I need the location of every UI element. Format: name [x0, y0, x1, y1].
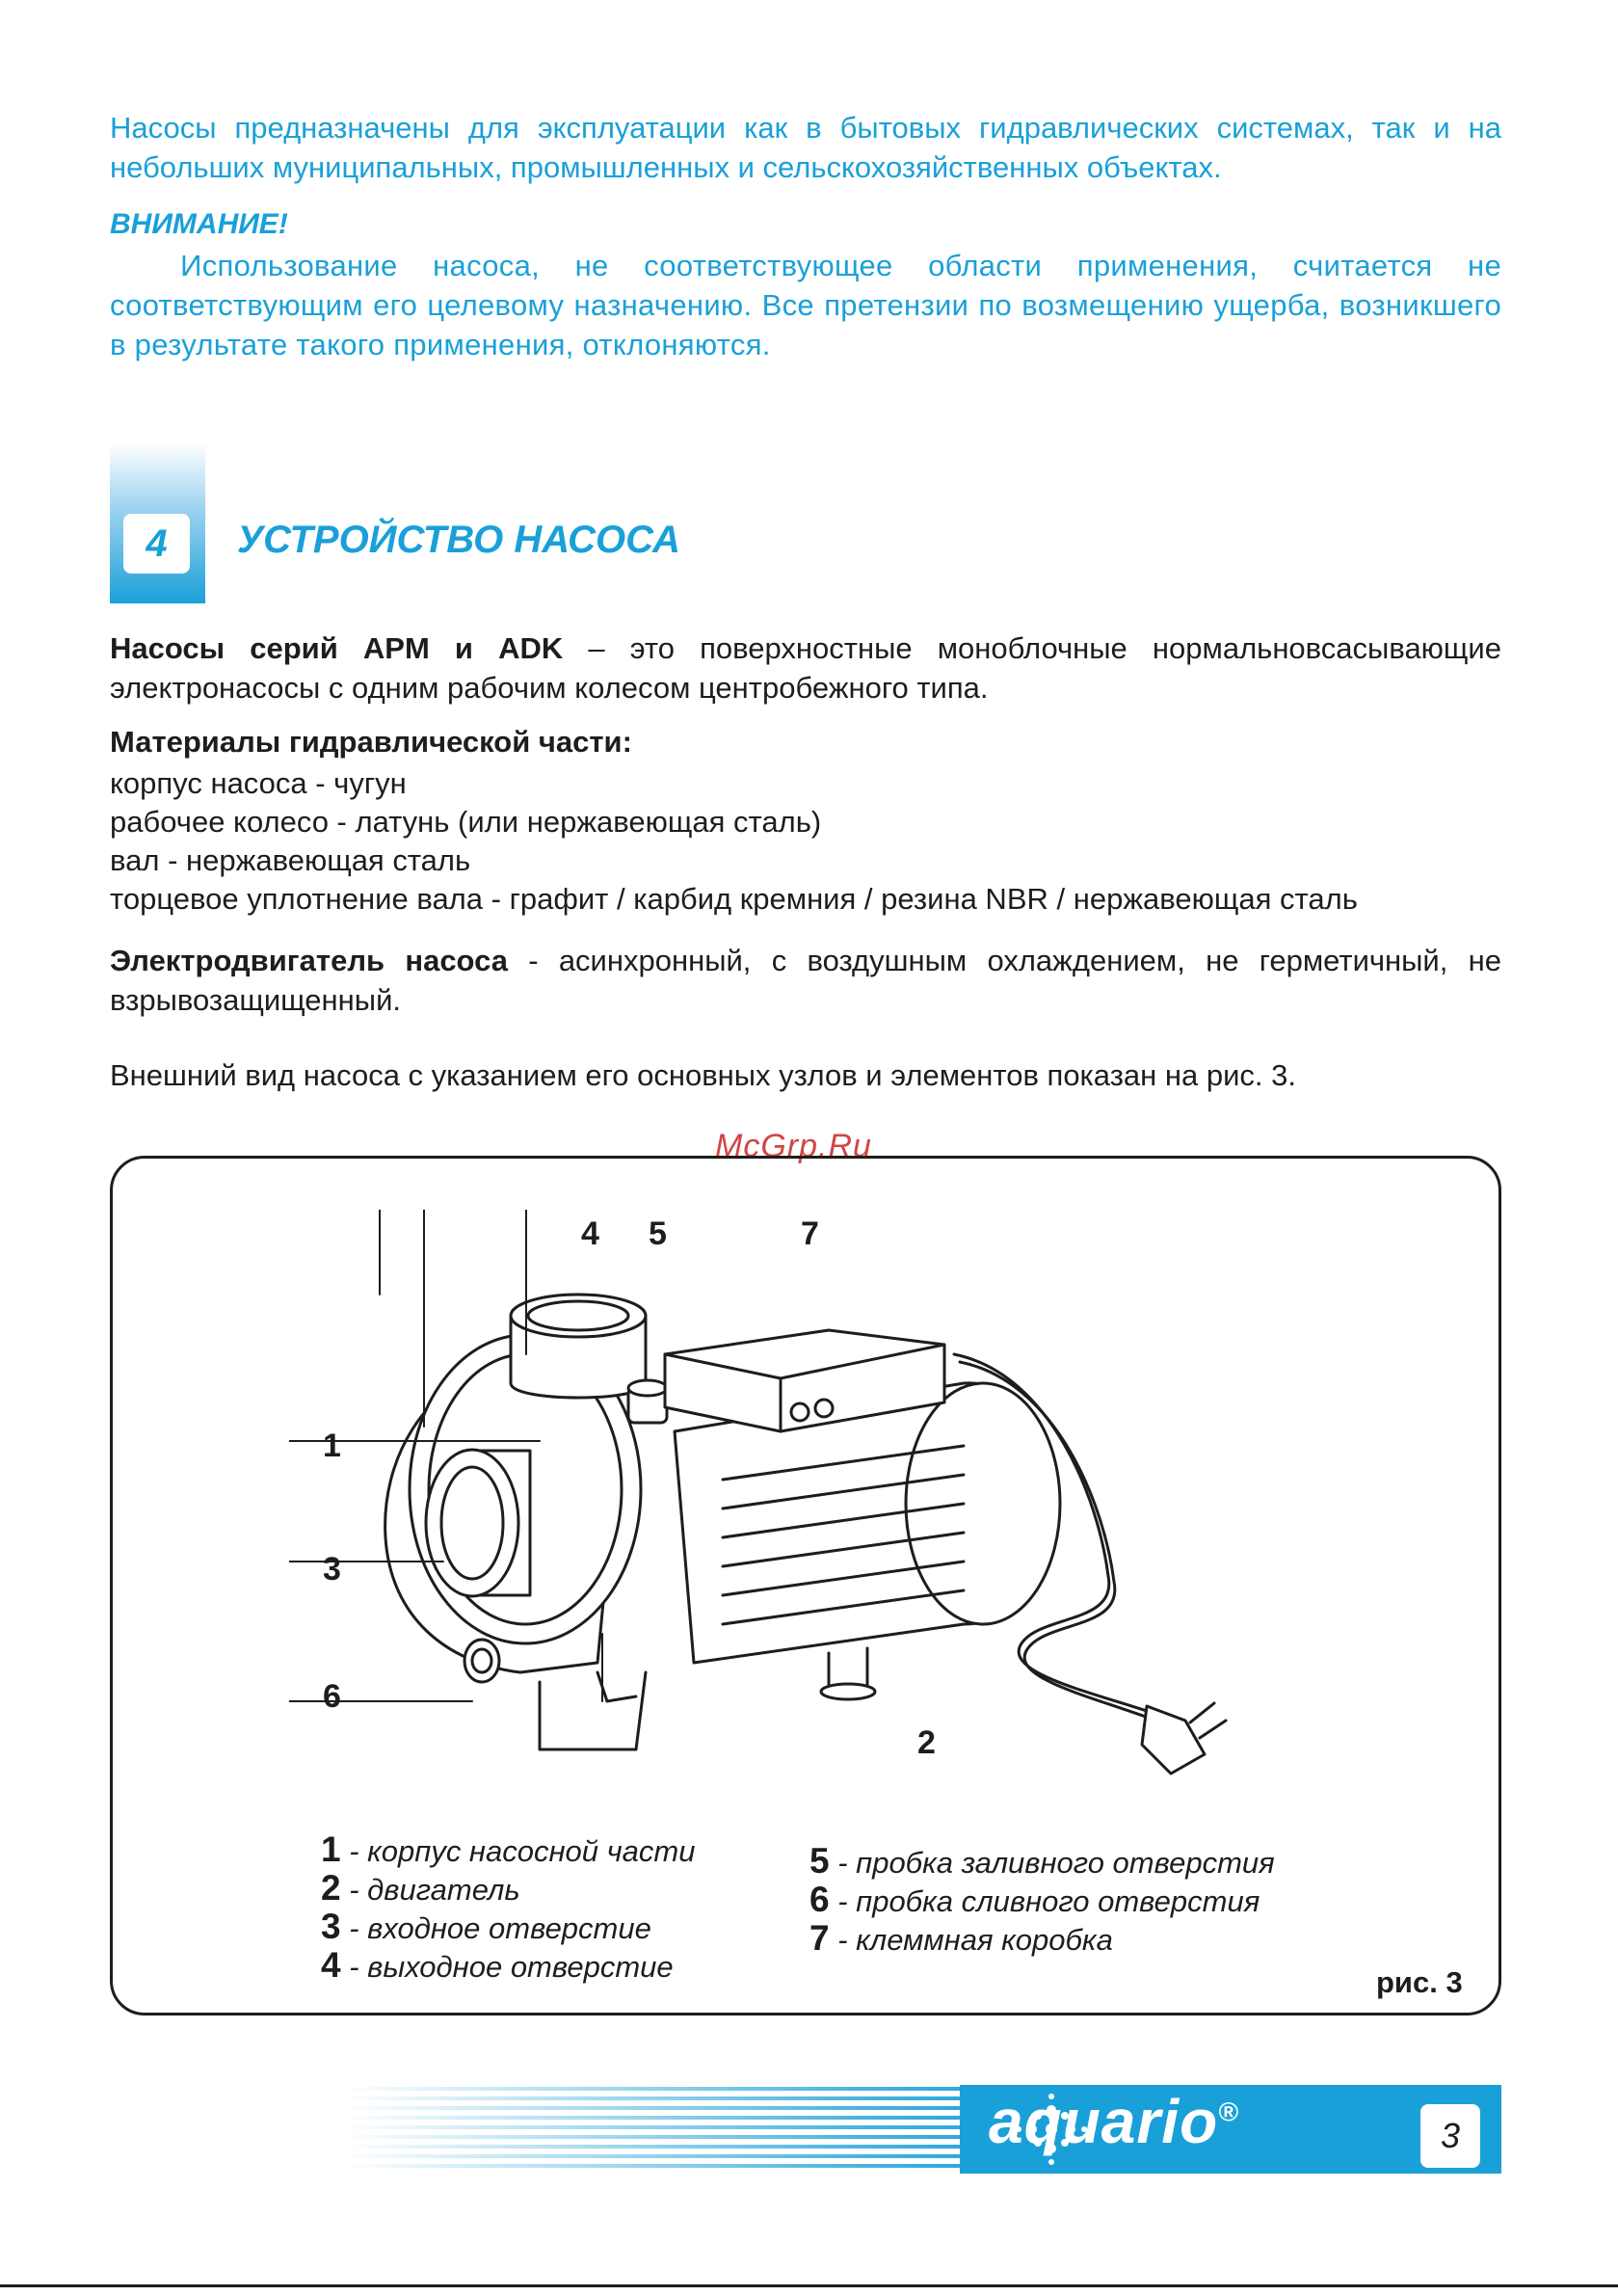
legend-item-6: 6 - пробка сливного отверстия — [809, 1880, 1260, 1919]
outlet-pipe — [511, 1295, 646, 1398]
description-paragraph — [110, 628, 1501, 707]
materials-item: корпус насоса - чугун — [110, 766, 407, 800]
motor-paragraph — [110, 941, 1501, 1020]
bottom-rule — [0, 2284, 1618, 2287]
callout-4: 4 — [581, 1215, 599, 1252]
legend-text: корпус насосной части — [367, 1834, 696, 1868]
materials-item: рабочее колесо - латунь (или нержавеющая сталь) — [110, 805, 822, 839]
brand-logo — [989, 2086, 1239, 2157]
section-number: 4 — [123, 514, 190, 574]
legend-num: 1 — [321, 1829, 341, 1869]
materials-title: Материалы гидравлической части: — [110, 725, 632, 759]
legend-num: 5 — [809, 1841, 830, 1881]
callout-5: 5 — [649, 1215, 667, 1252]
materials-list — [110, 764, 1358, 919]
legend-num: 6 — [809, 1880, 830, 1919]
fill-plug — [628, 1380, 667, 1423]
warning-body: Использование насоса, не соответствующее области применения, считается не соответствующим его целевому назначению. Все претензии по возмещению ущерба, возникшего в результате такого применения, отклоняются. — [110, 249, 1501, 361]
brand-registered: ® — [1218, 2096, 1239, 2127]
legend-num: 3 — [321, 1907, 341, 1946]
warning-text — [110, 246, 1501, 364]
callout-2: 2 — [917, 1724, 936, 1761]
legend-item-1: 1 - корпус насосной части — [321, 1829, 696, 1869]
motor-rest: - асинхронный, с воздушным охлаждением, не герметичный, не взрывозащищенный. — [110, 944, 1501, 1017]
legend-text: двигатель — [367, 1873, 520, 1907]
appearance-paragraph: Внешний вид насоса с указанием его основных узлов и элементов показан на рис. 3. — [110, 1058, 1296, 1092]
pump-illustration — [289, 1210, 1272, 1827]
inlet-pipe — [426, 1450, 530, 1596]
callout-6: 6 — [323, 1678, 341, 1715]
footer-stripes — [343, 2085, 1501, 2174]
watermark: McGrp.Ru — [715, 1128, 872, 1164]
callout-3: 3 — [323, 1551, 341, 1588]
legend-num: 2 — [321, 1868, 341, 1908]
legend-text: пробка сливного отверстия — [856, 1884, 1260, 1918]
legend-item-4: 4 - выходное отверстие — [321, 1945, 674, 1985]
description-bold: Насосы серий APM и ADK — [110, 631, 564, 665]
legend-item-3: 3 - входное отверстие — [321, 1907, 651, 1946]
motor-body — [675, 1383, 1060, 1699]
legend-text: выходное отверстие — [367, 1950, 674, 1984]
legend-item-5: 5 - пробка заливного отверстия — [809, 1841, 1275, 1881]
materials-item: торцевое уплотнение вала - графит / карбид кремния / резина NBR / нержавеющая сталь — [110, 882, 1358, 916]
intro-paragraph: Насосы предназначены для эксплуатации как в бытовых гидравлических системах, так и на небольших муниципальных, промышленных и сельскохозяйственных объектах. — [110, 111, 1501, 184]
legend-num: 7 — [809, 1918, 830, 1958]
callout-7: 7 — [801, 1215, 819, 1252]
drain-plug — [464, 1640, 499, 1682]
section-title: УСТРОЙСТВО НАСОСА — [237, 519, 680, 561]
brand-name: aquario — [989, 2087, 1219, 2156]
legend-text: клеммная коробка — [856, 1923, 1113, 1957]
legend-text: входное отверстие — [367, 1911, 651, 1945]
legend-item-2: 2 - двигатель — [321, 1868, 520, 1908]
legend-text: пробка заливного отверстия — [856, 1846, 1275, 1880]
motor-bold: Электродвигатель насоса — [110, 944, 508, 977]
warning-title: ВНИМАНИЕ! — [110, 208, 288, 240]
legend-item-7: 7 - клеммная коробка — [809, 1918, 1113, 1958]
materials-item: вал - нержавеющая сталь — [110, 843, 471, 877]
description-rest: – это поверхностные моноблочные нормальновсасывающие электронасосы с одним рабочим колесом центробежного типа. — [110, 631, 1501, 705]
page-number: 3 — [1420, 2104, 1480, 2168]
callout-1: 1 — [323, 1428, 341, 1464]
legend-num: 4 — [321, 1945, 341, 1985]
figure-label: рис. 3 — [1376, 1965, 1463, 1999]
